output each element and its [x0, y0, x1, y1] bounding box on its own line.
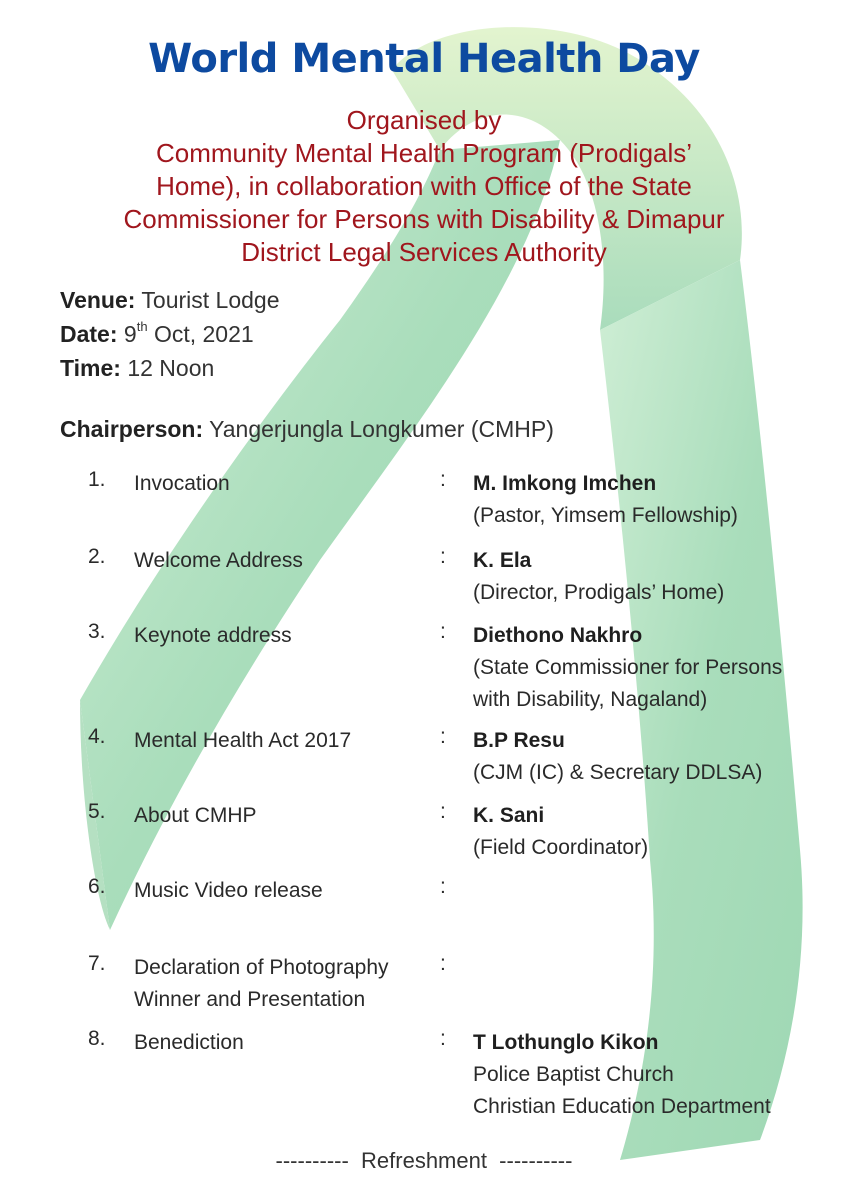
speaker-detail: Police Baptist Church: [473, 1063, 674, 1086]
speaker-detail: (Director, Prodigals’ Home): [473, 581, 725, 604]
date-line: [60, 321, 254, 348]
agenda-number: 2.: [88, 545, 106, 568]
agenda-item: [134, 725, 351, 757]
venue-line: [60, 287, 280, 314]
agenda-separator: :: [440, 952, 446, 975]
agenda-item-line: Winner and Presentation: [134, 988, 366, 1011]
agenda-number: 1.: [88, 468, 106, 491]
refreshment-footer: ---------- Refreshment ----------: [275, 1148, 573, 1173]
agenda-speaker: [473, 800, 648, 864]
speaker-detail: (State Commissioner for Persons: [473, 656, 783, 679]
organiser-line: Organised by: [346, 105, 502, 135]
agenda-item-line: Declaration of Photography: [134, 956, 389, 979]
agenda-item-line: Mental Health Act 2017: [134, 729, 352, 752]
organiser-line: Commissioner for Persons with Disability & Dimapur: [123, 204, 725, 234]
agenda-item: [134, 875, 323, 907]
time-value: 12 Noon: [127, 355, 215, 381]
agenda-separator: :: [440, 620, 446, 643]
speaker-name: Diethono Nakhro: [473, 624, 643, 647]
speaker-detail: with Disability, Nagaland): [473, 688, 708, 711]
time-label: Time:: [60, 355, 121, 381]
agenda-speaker: [473, 545, 724, 609]
agenda-item-line: About CMHP: [134, 804, 257, 827]
agenda-separator: :: [440, 875, 446, 898]
page-title: World Mental Health Day: [148, 36, 700, 82]
organiser-block: [40, 104, 808, 269]
agenda-number: 8.: [88, 1027, 106, 1050]
venue-label: Venue:: [60, 287, 136, 313]
agenda-item: [134, 545, 303, 577]
speaker-detail: (CJM (IC) & Secretary DDLSA): [473, 761, 763, 784]
speaker-detail: (Field Coordinator): [473, 836, 649, 859]
agenda-speaker: [473, 620, 782, 716]
speaker-name: M. Imkong Imchen: [473, 472, 657, 495]
agenda-item-line: Benediction: [134, 1031, 244, 1054]
agenda-item: [134, 620, 292, 652]
agenda-number: 4.: [88, 725, 106, 748]
speaker-name: K. Ela: [473, 549, 532, 572]
organiser-line: Community Mental Health Program (Prodigals’: [155, 138, 693, 168]
organiser-line: Home), in collaboration with Office of the State: [156, 171, 692, 201]
agenda-speaker: [473, 725, 762, 789]
speaker-name: B.P Resu: [473, 729, 565, 752]
agenda-number: 5.: [88, 800, 106, 823]
speaker-name: K. Sani: [473, 804, 545, 827]
agenda-separator: :: [440, 1027, 446, 1050]
agenda-item: [134, 1027, 244, 1059]
agenda-speaker: [473, 1027, 771, 1123]
speaker-detail: (Pastor, Yimsem Fellowship): [473, 504, 738, 527]
time-line: [60, 355, 214, 382]
chairperson-value: Yangerjungla Longkumer (CMHP): [209, 416, 554, 442]
venue-value: Tourist Lodge: [141, 287, 280, 313]
date-label: Date:: [60, 321, 118, 347]
speaker-detail: Christian Education Department: [473, 1095, 771, 1118]
chairperson-line: [60, 416, 554, 443]
agenda-item-line: Invocation: [134, 472, 230, 495]
agenda-separator: :: [440, 800, 446, 823]
organiser-line: District Legal Services Authority: [241, 237, 607, 267]
date-day: 9: [123, 321, 137, 347]
chairperson-label: Chairperson:: [60, 416, 204, 442]
agenda-item-line: Keynote address: [134, 624, 292, 647]
agenda-number: 3.: [88, 620, 106, 643]
agenda-number: 7.: [88, 952, 106, 975]
agenda-speaker: [473, 468, 738, 532]
speaker-name: T Lothunglo Kikon: [473, 1031, 659, 1054]
agenda-separator: :: [440, 468, 446, 491]
date-rest: Oct, 2021: [153, 321, 254, 347]
agenda-item-line: Music Video release: [134, 879, 323, 902]
date-suffix: th: [136, 319, 148, 334]
agenda-separator: :: [440, 725, 446, 748]
agenda-item: [134, 468, 230, 500]
agenda-item-line: Welcome Address: [134, 549, 303, 572]
agenda-separator: :: [440, 545, 446, 568]
agenda-item: [134, 800, 257, 832]
agenda-item: [134, 952, 389, 1016]
agenda-number: 6.: [88, 875, 106, 898]
